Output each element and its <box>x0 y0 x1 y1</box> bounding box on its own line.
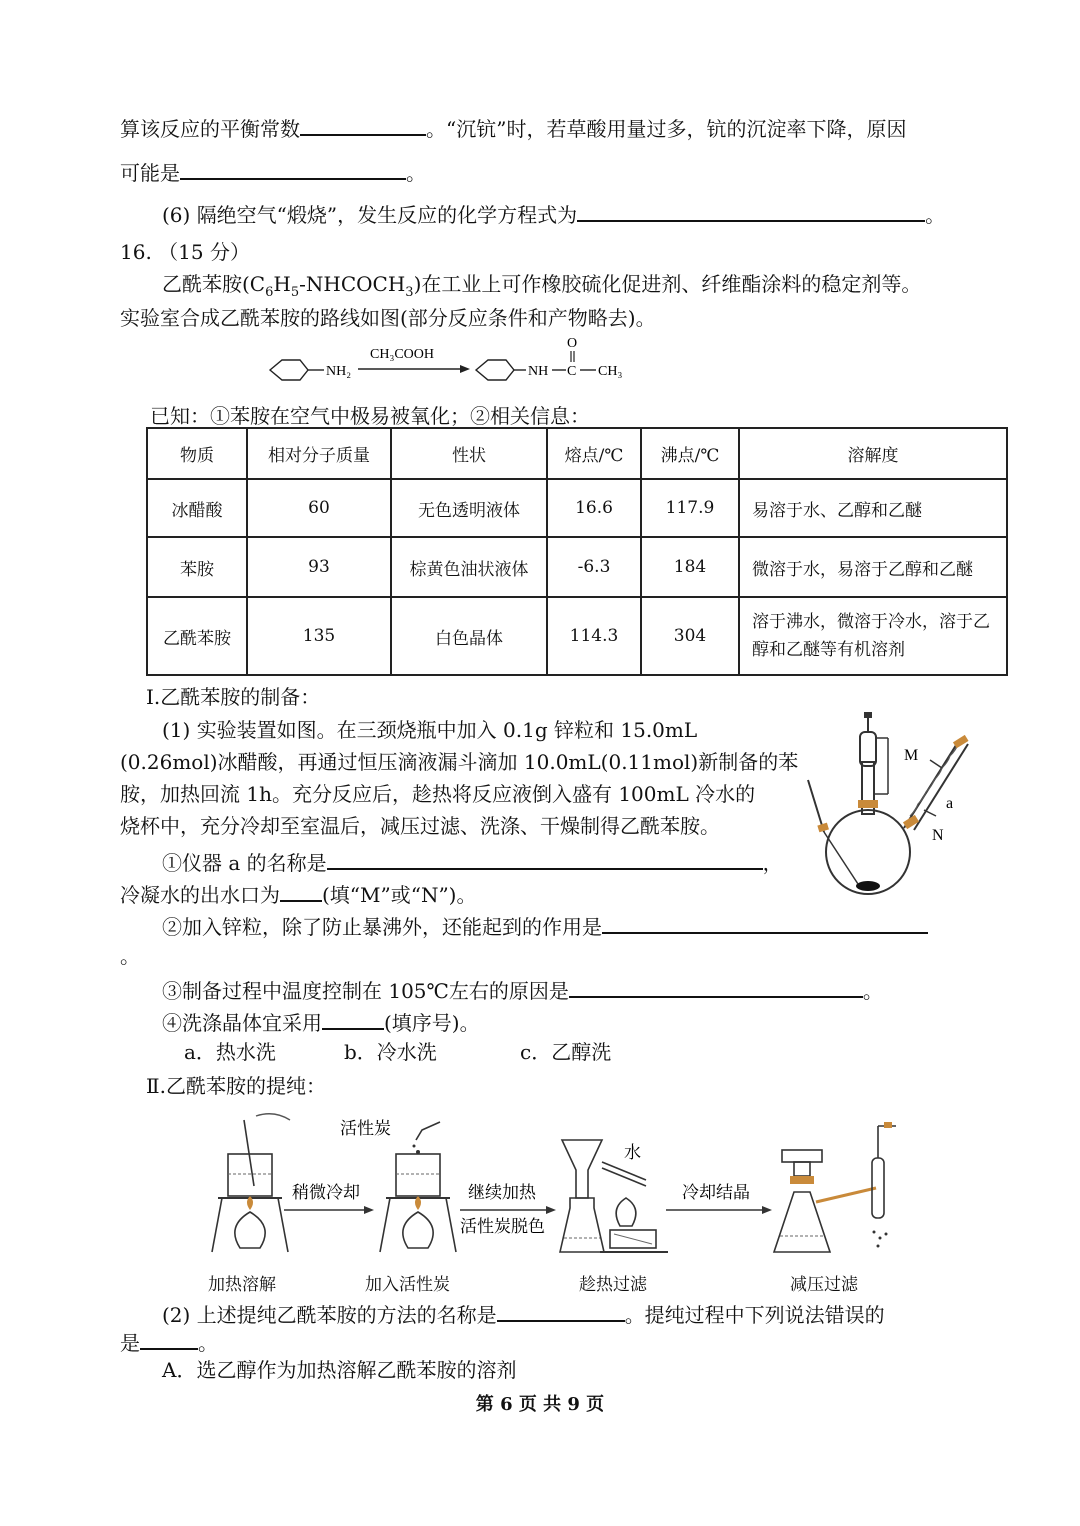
option-b: b．冷水洗 <box>344 1040 437 1064</box>
p1-line1: (1) 实验装置如图。在三颈烧瓶中加入 0.1g 锌粒和 15.0mL <box>162 718 698 742</box>
intro-text: 乙酰苯胺(C <box>162 272 266 296</box>
dropping-funnel-icon <box>860 732 876 766</box>
table-cell: 无色透明液体 <box>391 479 547 537</box>
caption-vacuum-filtration: 减压过滤 <box>790 1275 858 1295</box>
table-cell: 60 <box>247 479 391 537</box>
amine-group: NH₂ <box>326 364 352 379</box>
subscript: 6 <box>265 285 274 300</box>
q16-intro1 <box>162 270 921 307</box>
p2-text: (2) 上述提纯乙酰苯胺的方法的名称是 <box>162 1303 497 1327</box>
q4-line <box>162 1006 480 1037</box>
activated-carbon-label: 活性炭 <box>340 1119 391 1138</box>
subscript: 3 <box>405 285 414 300</box>
answer-blank[interactable] <box>577 198 925 222</box>
purification-flow <box>200 1106 920 1256</box>
table-row <box>147 597 1007 675</box>
q1-line <box>162 846 783 877</box>
label-n: N <box>932 827 944 844</box>
table-header: 沸点/℃ <box>641 428 739 479</box>
q1-hint: (填“M”或“N”)。 <box>322 883 477 907</box>
vacuum-filtration-icon <box>774 1122 896 1252</box>
arrow2-top-label: 继续加热 <box>468 1183 536 1202</box>
caption-add-carbon: 加入活性炭 <box>365 1275 450 1295</box>
option-a: a．热水洗 <box>184 1040 276 1064</box>
answer-blank[interactable] <box>300 112 426 136</box>
caption-heating-dissolve: 加热溶解 <box>208 1275 276 1295</box>
carbonyl-c: C <box>567 364 577 379</box>
table-cell: 93 <box>247 537 391 597</box>
table-cell: 白色晶体 <box>391 597 547 675</box>
part1-title: Ⅰ.乙酰苯胺的制备： <box>146 685 321 709</box>
table-header: 溶解度 <box>739 428 1007 479</box>
q3-end: 。 <box>862 979 883 1003</box>
q1-text: ①仪器 a 的名称是 <box>162 851 327 875</box>
q3-line <box>162 974 883 1005</box>
answer-blank[interactable] <box>322 1006 384 1030</box>
q15-line2-text: 可能是 <box>120 161 180 185</box>
subscript: 5 <box>290 285 300 300</box>
table-cell: 184 <box>641 537 739 597</box>
p2-line1 <box>162 1298 885 1329</box>
reaction-scheme <box>262 336 642 388</box>
q15-line1-text2: 。“沉钪”时，若草酸用量过多，钪的沉淀率下降，原因 <box>426 117 907 141</box>
p2-text3: 是 <box>120 1331 140 1355</box>
heating-dissolve-icon <box>212 1114 290 1252</box>
arrow2-bottom-label: 活性炭脱色 <box>460 1217 545 1236</box>
table-row <box>147 479 1007 537</box>
caption-hot-filtration: 趁热过滤 <box>579 1275 647 1295</box>
carbonyl-o: O <box>567 336 578 351</box>
q1-line2 <box>120 878 476 909</box>
p2-end: 。 <box>198 1331 218 1355</box>
water-label: 水 <box>624 1143 641 1162</box>
p1-line3: 胺，加热回流 1h。充分反应后，趁热将反应液倒入盛有 100mL 冷水的 <box>120 782 756 806</box>
q15-line1-text: 算该反应的平衡常数 <box>120 117 300 141</box>
label-m: M <box>904 747 919 764</box>
intro-text: H <box>273 272 291 296</box>
table-cell: 溶于沸水，微溶于冷水，溶于乙醇和乙醚等有机溶剂 <box>739 597 1007 675</box>
benzene-ring-icon <box>270 360 308 380</box>
answer-blank[interactable] <box>140 1326 198 1350</box>
answer-blank[interactable] <box>602 910 928 934</box>
q16-intro2: 实验室合成乙酰苯胺的路线如图(部分反应条件和产物略去)。 <box>120 306 656 330</box>
q2-line <box>162 910 928 941</box>
table-cell: 乙酰苯胺 <box>147 597 247 675</box>
q1-comma: ， <box>762 851 783 875</box>
table-cell: -6.3 <box>547 537 641 597</box>
answer-blank[interactable] <box>180 156 406 180</box>
q3-text: ③制备过程中温度控制在 105℃左右的原因是 <box>162 979 569 1003</box>
known-info: 已知：①苯胺在空气中极易被氧化；②相关信息： <box>150 404 590 428</box>
table-header: 性状 <box>391 428 547 479</box>
methyl-label: CH₃ <box>598 364 623 379</box>
nh-label: NH <box>528 364 549 379</box>
page-footer: 第 6 页 共 9 页 <box>475 1394 605 1415</box>
q1-text2: 冷凝水的出水口为 <box>120 883 280 907</box>
q4-text: ④洗涤晶体宜采用 <box>162 1011 322 1035</box>
table-cell: 苯胺 <box>147 537 247 597</box>
answer-blank[interactable] <box>497 1298 625 1322</box>
table-cell: 微溶于水，易溶于乙醇和乙醚 <box>739 537 1007 597</box>
table-cell: 117.9 <box>641 479 739 537</box>
answer-blank[interactable] <box>327 846 763 870</box>
q4-hint: (填序号)。 <box>384 1011 480 1035</box>
table-row <box>147 537 1007 597</box>
table-header: 相对分子质量 <box>247 428 391 479</box>
table-cell: 304 <box>641 597 739 675</box>
q15-q6 <box>162 198 945 229</box>
p1-line4: 烧杯中，充分冷却至室温后，减压过滤、洗涤、干燥制得乙酰苯胺。 <box>120 814 720 838</box>
q15-q6-end: 。 <box>925 203 946 227</box>
q2-text: ②加入锌粒，除了防止暴沸外，还能起到的作用是 <box>162 915 602 939</box>
p2-text2: 。提纯过程中下列说法错误的 <box>624 1303 885 1327</box>
table-cell: 135 <box>247 597 391 675</box>
table-cell: 冰醋酸 <box>147 479 247 537</box>
answer-blank[interactable] <box>280 878 322 902</box>
table-header-row <box>147 428 1007 479</box>
intro-text: -NHCOCH <box>299 272 406 296</box>
q15-line1 <box>120 112 906 143</box>
intro-text: )在工业上可作橡胶硫化促进剂、纤维酯涂料的稳定剂等。 <box>413 272 922 296</box>
answer-blank[interactable] <box>569 974 863 998</box>
reagent-label: CH₃COOH <box>370 347 434 362</box>
q15-q6-text: (6) 隔绝空气“煅烧”，发生反应的化学方程式为 <box>162 203 578 227</box>
table-cell: 114.3 <box>547 597 641 675</box>
table-header: 熔点/℃ <box>547 428 641 479</box>
table-cell: 易溶于水、乙醇和乙醚 <box>739 479 1007 537</box>
part2-title: Ⅱ.乙酰苯胺的提纯： <box>146 1074 326 1098</box>
thermometer-icon <box>808 780 824 832</box>
option-c: c．乙醇洗 <box>520 1040 612 1064</box>
option-A: A．选乙醇作为加热溶解乙酰苯胺的溶剂 <box>162 1358 517 1382</box>
benzene-ring-icon <box>476 360 514 380</box>
arrow1-label: 稍微冷却 <box>292 1183 360 1202</box>
table-cell: 棕黄色油状液体 <box>391 537 547 597</box>
table-header: 物质 <box>147 428 247 479</box>
q16-header: 16. （15 分） <box>120 240 250 264</box>
table-cell: 16.6 <box>547 479 641 537</box>
reflux-apparatus-icon <box>800 712 980 900</box>
arrow3-label: 冷却结晶 <box>682 1183 750 1202</box>
q15-line2 <box>120 156 426 187</box>
properties-table <box>146 427 1008 676</box>
q15-line2-end: 。 <box>406 161 426 185</box>
hot-filtration-icon <box>560 1140 668 1252</box>
p2-line2 <box>120 1326 218 1357</box>
p1-line2: (0.26mol)冰醋酸，再通过恒压滴液漏斗滴加 10.0mL(0.11mol)新制备的苯 <box>120 750 799 774</box>
q2-end: 。 <box>120 944 140 968</box>
label-a: a <box>946 795 954 812</box>
